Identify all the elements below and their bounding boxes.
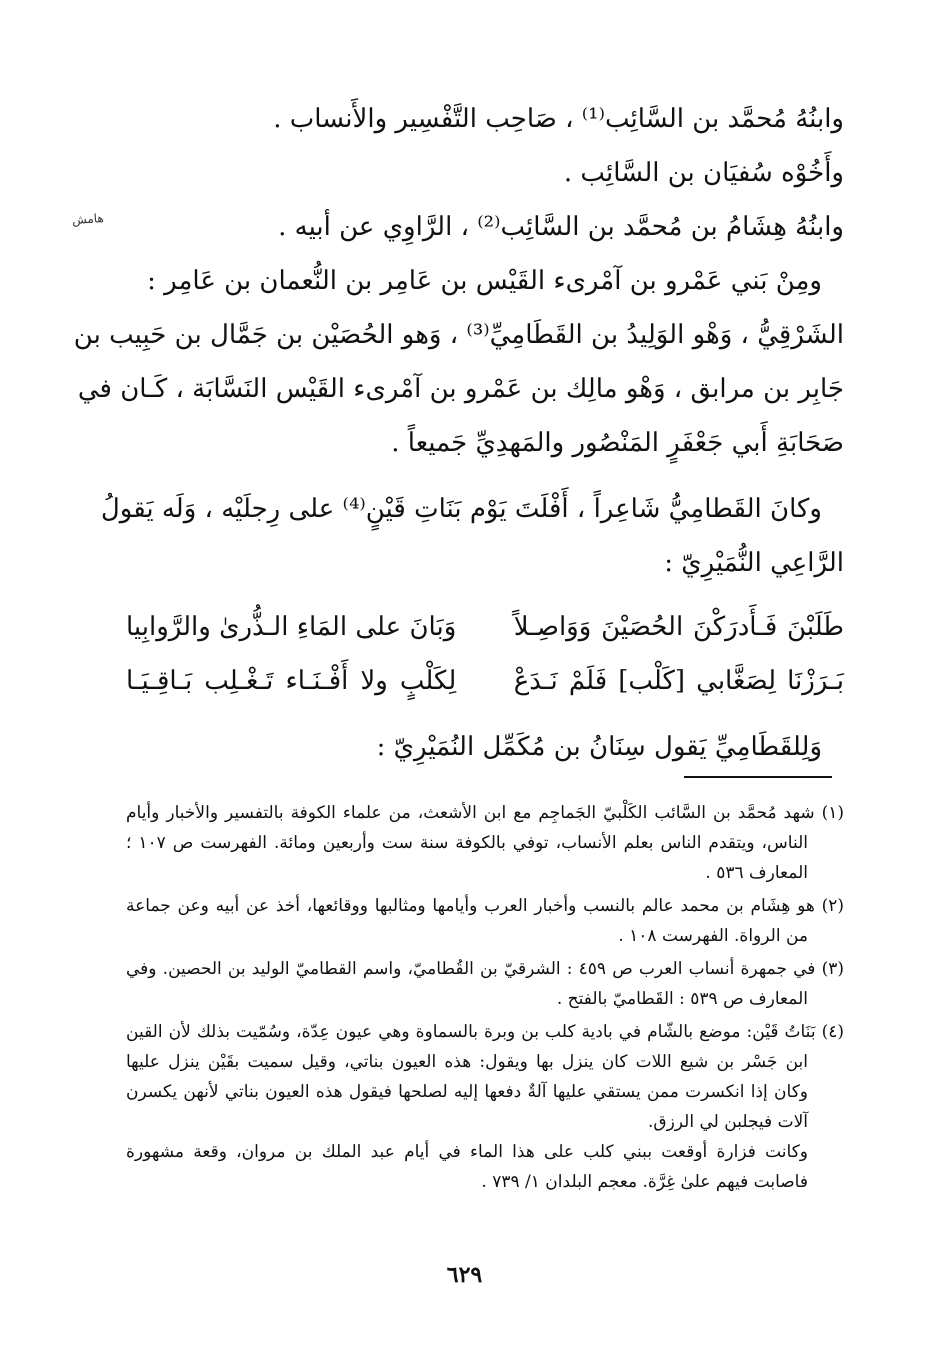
page-number: ٦٢٩ bbox=[446, 1262, 483, 1288]
verse-second-hemistich: وَبَانَ على المَاءِ الـذُّرىٰ والرَّوابِيا bbox=[126, 612, 457, 642]
footnote-separator bbox=[684, 776, 832, 778]
text-line: وَلِلقَطَامِيِّ يَقول سِنَانُ بن مُكَمِّل النُمَيْرِيّ : bbox=[376, 732, 822, 762]
footnote-1 bbox=[126, 798, 844, 888]
footnote-line: من الرواة. الفهرست ١٠٨ . bbox=[618, 926, 808, 946]
poem bbox=[126, 600, 844, 708]
footnote-4 bbox=[126, 1017, 844, 1197]
footnote-line: (٢) هو هِشَام بن محمد عالم بالنسب وأخبار العرب وأيامها ومثالبها ووقائعها، أخذ عن أبيه وعن جماعة bbox=[126, 896, 844, 916]
text-line: وأَخُوْه سُفيَان بن السَّائِب . bbox=[563, 158, 844, 188]
footnote-line: (٤) بَنَاتُ قَيْن: موضع بالشّام في بادية كلب بن وبرة بالسماوة وهي عيون عِدّة، وسُمّيت بذلك لأن القين bbox=[126, 1022, 844, 1042]
poem-verse bbox=[126, 600, 844, 654]
text-line: ومِنْ بَني عَمْرو بن آمْرىء القَيْس بن عَامِر بن النُّعمان بن عَامِر : bbox=[147, 266, 822, 296]
footnote-3 bbox=[126, 954, 844, 1014]
verse-second-hemistich: لِكَلْبٍ ولا أَفْـنَـاء تَـغْـلِب بَـاقِـيَـا bbox=[126, 666, 457, 696]
footnote-2 bbox=[126, 891, 844, 951]
text-line: الرَّاعِي النُّمَيْرِيّ : bbox=[664, 548, 844, 578]
footnote-line: آلات فيجلبن لي الرزق. bbox=[648, 1112, 808, 1132]
footnote-line: وكانت فزارة أوقعت ببني كلب على هذا الماء في أيام عبد الملك بن مروان، وقعة مشهورة bbox=[126, 1142, 808, 1162]
margin-handwriting: هامش bbox=[71, 210, 105, 228]
poem-verse bbox=[126, 654, 844, 708]
text-line: صَحَابَةِ أَبي جَعْفَرٍ المَنْصُور والمَهدِيِّ جَميعاً . bbox=[391, 428, 844, 458]
footnote-line: المعارف ص ٥٣٩ : القَطاميّ بالفتح . bbox=[556, 989, 808, 1009]
text-line: وابنُهُ هِشَامُ بن مُحمَّد بن السَّائِب⁽²⁾ ، الرَّاوِي عن أبيه . bbox=[278, 212, 844, 242]
text-line: جَابِر بن مرابق ، وَهْو مالِك بن عَمْرو بن آمْرىء القَيْس النَسَّابَة ، كَـان في bbox=[77, 374, 844, 404]
footnote-line: الناس، ويتقدم الناس بعلم الأنساب، توفي بالكوفة سنة ست وأربعين ومائة. الفهرست ص ١٠٧ ؛ bbox=[126, 833, 808, 853]
footnotes bbox=[126, 798, 844, 1200]
footnote-line: (١) شهد مُحمَّد بن السَّائب الكَلْبيّ الجَماجِم مع ابن الأشعث، من علماء الكوفة بالتفسير والأخبار وأيام bbox=[126, 803, 844, 823]
footnote-line: فاصابت فيهم علىٰ غِرَّة. معجم البلدان ١/ ٧٣٩ . bbox=[481, 1172, 808, 1192]
text-line: الشَرْقِيُّ ، وَهْو الوَلِيدُ بن القَطَامِيِّ⁽³⁾ ، وَهو الحُصَيْن بن جَمَّال بن حَبِيب بن bbox=[73, 320, 844, 350]
text-line: وكانَ القَطامِيُّ شَاعِراً ، أَفْلَتَ يَوْم بَنَاتِ قَيْنٍ⁽⁴⁾ على رِجلَيْه ، وَلَه يَقولُ bbox=[100, 494, 822, 524]
verse-first-hemistich: بَـرَزْنَا لِصَغَّابي [كَلْب] فَلَمْ نَـدَعْ bbox=[513, 666, 844, 696]
footnote-line: المعارف ٥٣٦ . bbox=[705, 863, 808, 883]
verse-first-hemistich: طَلَبْنَ فَـأَدرَكْنَ الحُصَيْنَ وَوَاصِـلاً bbox=[513, 612, 844, 642]
text-line: وابنُهُ مُحمَّد بن السَّائِب⁽¹⁾ ، صَاحِب التَّفْسِير والأَنساب . bbox=[273, 104, 844, 134]
footnote-line: وكان إذا انكسرت ممن يستقي عليها آلةٌ دفعها إليه لصلحها فيقول هذه العيون بناتي لأنهن يكسرن bbox=[126, 1082, 808, 1102]
footnote-line: (٣) في جمهرة أنساب العرب ص ٤٥٩ : الشرقيّ بن القُطاميّ، واسم القطاميّ الوليد بن الحصين. وفي bbox=[126, 959, 844, 979]
footnote-line: ابن جَسْر بن شيع اللات كان ينزل بها ويقول: هذه العيون بناتي، وقيل سميت بقَيْن ينزل عليها bbox=[126, 1052, 808, 1072]
